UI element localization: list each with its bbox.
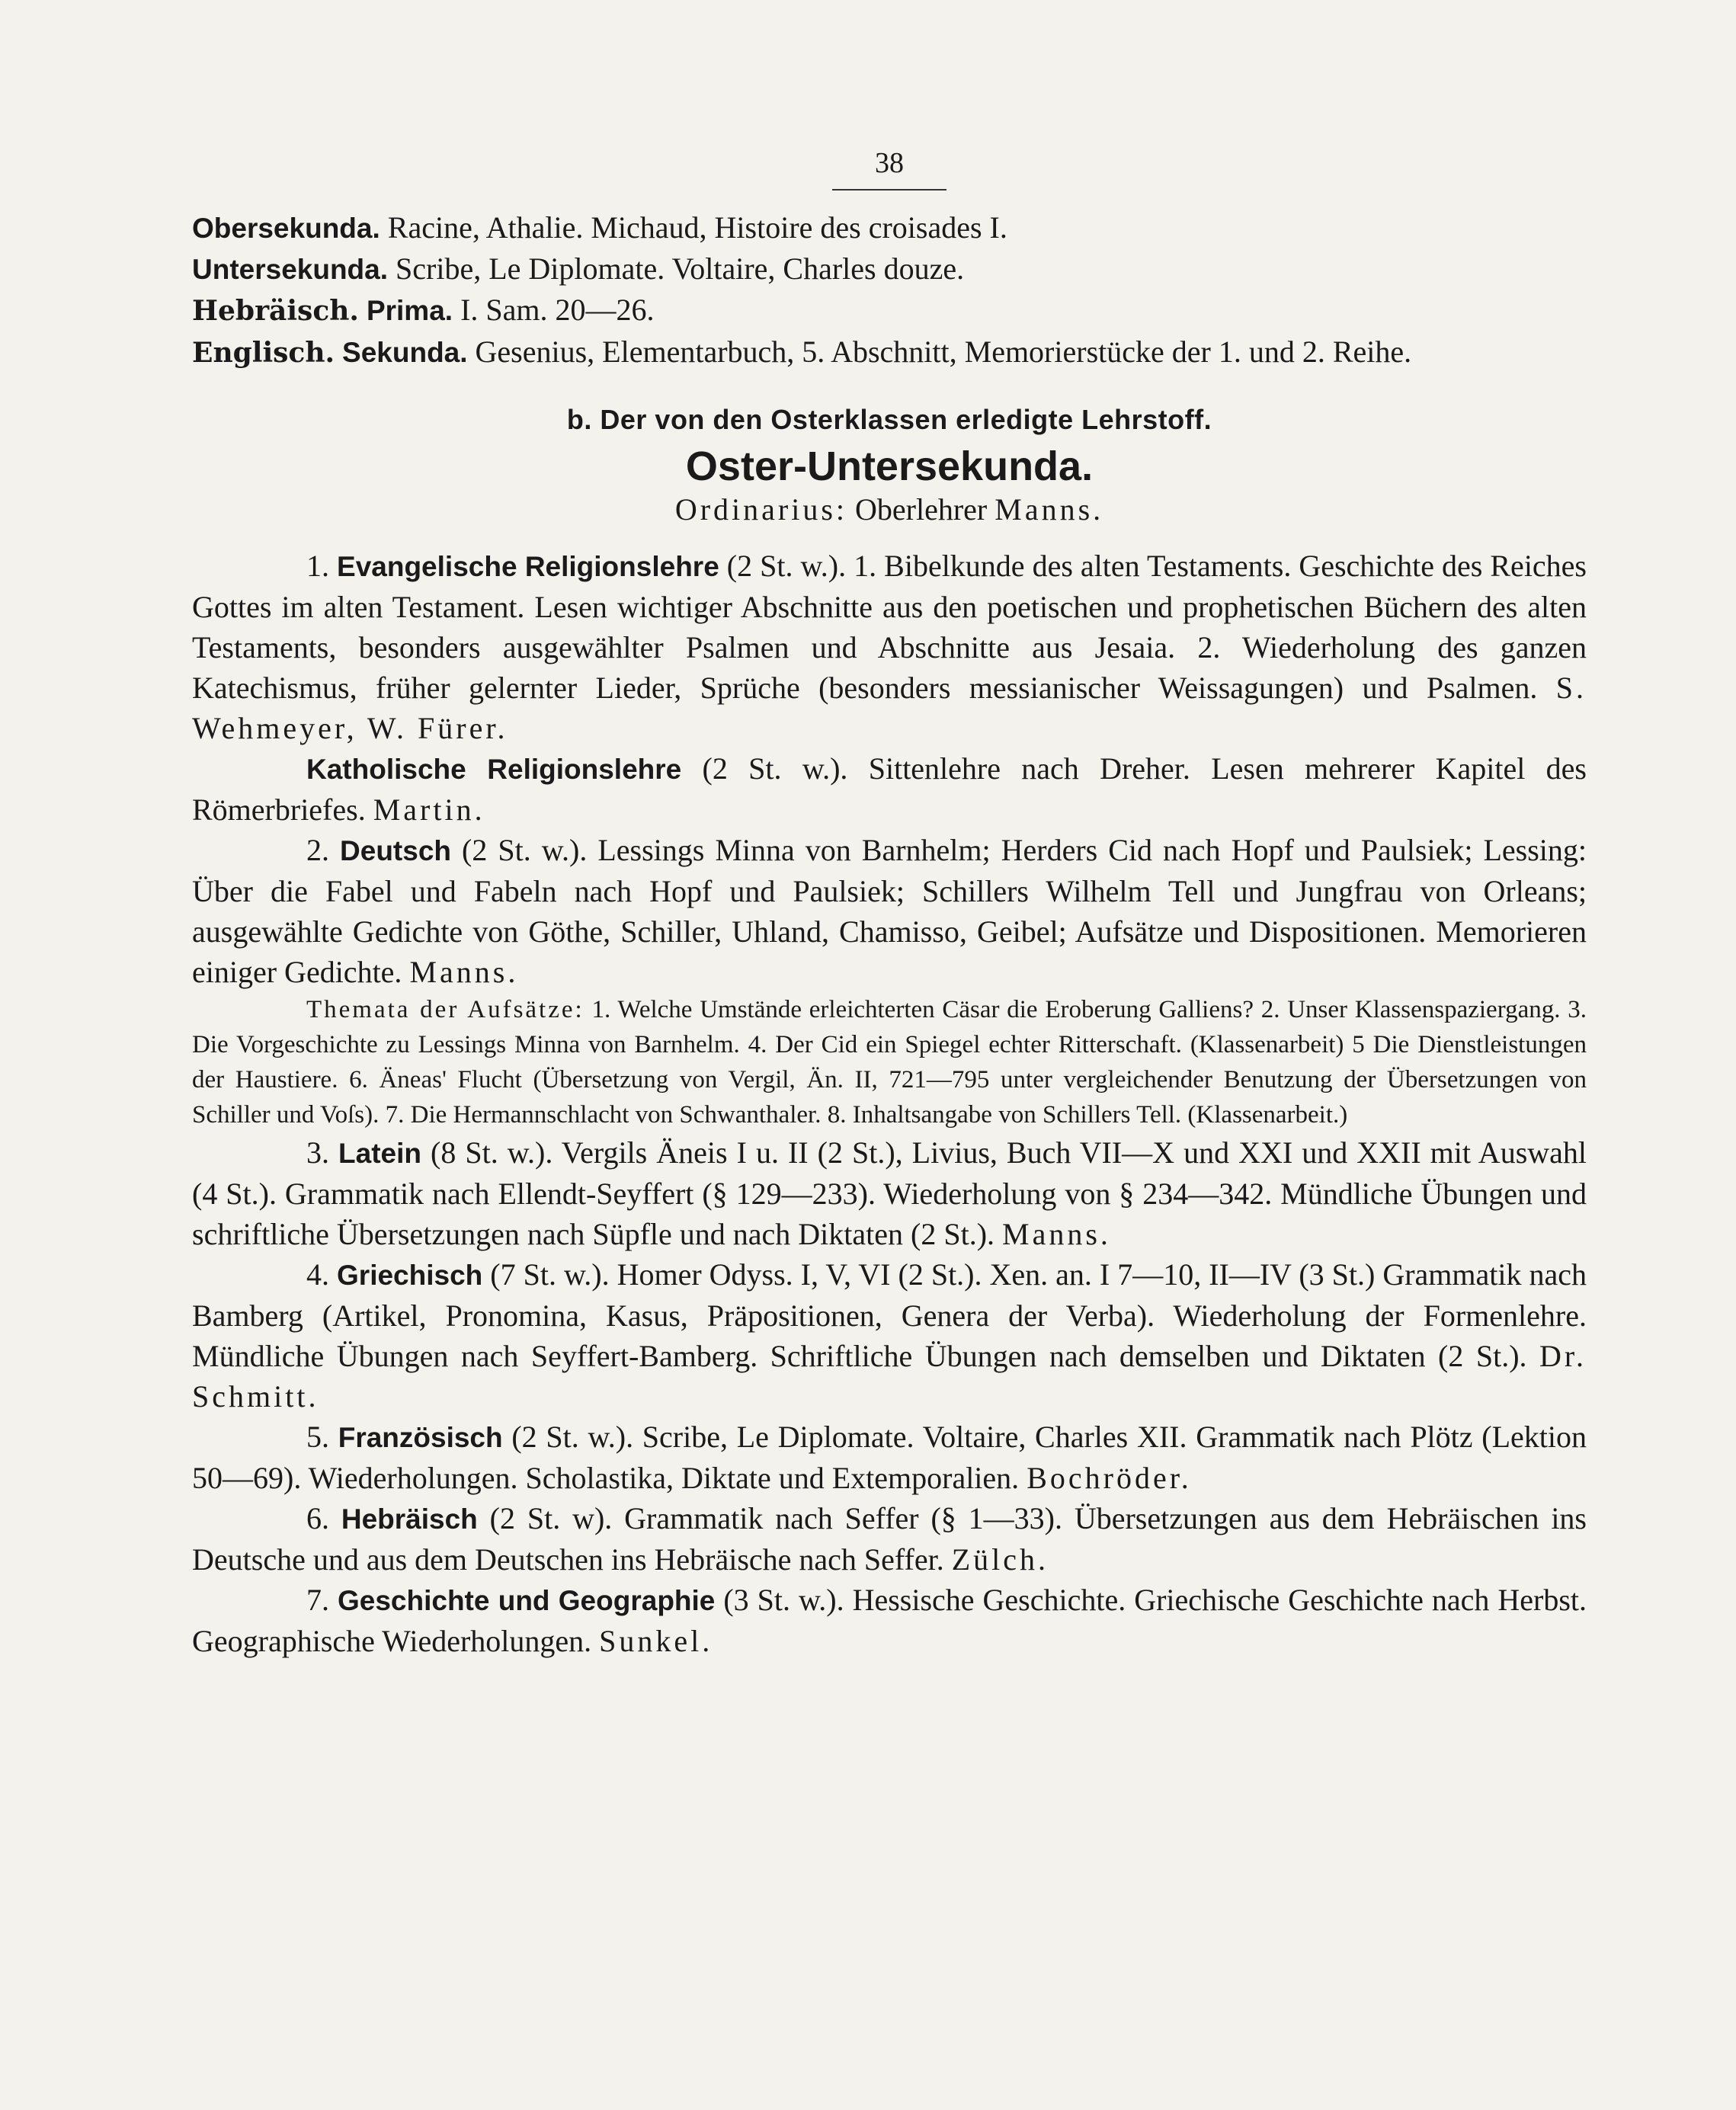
reading-text: Scribe, Le Diplomate. Voltaire, Charles douze. — [396, 251, 965, 286]
subject-text: (8 St. w.). Vergils Äneis I u. II (2 St.), Livius, Buch VII—X und XXI und XXII mit Auswahl (4 St.). Grammatik nach Ellendt-Seyffert (§ 129—233). Wiederholung von § 234—342. Mündliche Übungen und schriftliche Übersetzungen nach Süpfle und nach Diktaten (2 St.). — [192, 1135, 1587, 1251]
teacher-name: Dr. Schmitt. — [192, 1339, 1587, 1414]
subject-label: Hebräisch. — [192, 295, 359, 327]
subject-name: Deutsch — [340, 835, 451, 866]
reading-text: Racine, Athalie. Michaud, Histoire des croisades I. — [387, 210, 1007, 245]
reading-text: I. Sam. 20—26. — [460, 293, 655, 327]
prior-line-untersekunda — [192, 248, 1587, 290]
subject-latein — [192, 1132, 1587, 1254]
ordinarius-line — [192, 491, 1587, 529]
subject-geschichte-geographie — [192, 1580, 1587, 1661]
subject-text: (2 St. w.). Sittenlehre nach Dreher. Lesen mehrerer Kapitel des Römerbriefes. — [192, 751, 1587, 827]
class-label: Obersekunda. — [192, 213, 380, 244]
ordinarius-title: Oberlehrer — [855, 492, 988, 527]
class-title: Oster-Untersekunda. — [685, 443, 1094, 489]
subject-franzoesisch — [192, 1417, 1587, 1498]
subject-name: Evangelische Religionslehre — [337, 551, 719, 582]
subject-name: Katholische Religionslehre — [306, 754, 682, 785]
page-number: 38 — [875, 147, 904, 179]
teacher-name: Manns. — [1002, 1217, 1111, 1251]
page-number-rule — [832, 189, 946, 191]
subject-number: 5. — [306, 1420, 329, 1454]
subject-name: Französisch — [338, 1422, 503, 1453]
subject-name: Geschichte und Geographie — [337, 1585, 716, 1616]
teacher-name: Bochröder. — [1027, 1461, 1192, 1495]
subject-griechisch — [192, 1254, 1587, 1417]
ordinarius-label: Ordinarius: — [674, 492, 848, 527]
subject-number: 1. — [306, 549, 329, 583]
page-text — [192, 145, 1587, 1661]
class-label: Untersekunda. — [192, 254, 389, 285]
subject-evangelische-religion — [192, 546, 1587, 748]
subject-number: 7. — [306, 1583, 329, 1617]
essay-topics-label: Themata der Aufsätze: — [306, 996, 585, 1023]
subject-katholische-religion — [192, 748, 1587, 830]
subject-text: (2 St. w.). Scribe, Le Diplomate. Voltaire, Charles XII. Grammatik nach Plötz (Lektion 50—69). Wiederholungen. Scholastika, Diktate und Extemporalien. — [192, 1420, 1587, 1495]
teacher-name: Zülch. — [951, 1542, 1049, 1577]
subject-deutsch — [192, 830, 1587, 992]
prior-line-hebraeisch — [192, 290, 1587, 331]
prior-line-englisch — [192, 331, 1587, 373]
class-label: Prima. — [366, 295, 453, 326]
teacher-name: Martin. — [373, 792, 485, 827]
subject-text: (7 St. w.). Homer Odyss. I, V, VI (2 St.). Xen. an. I 7—10, II—IV (3 St.) Grammatik nach Bamberg (Artikel, Pronomina, Kasus, Präpositionen, Genera der Verba). Wiederholung der Formenlehre. Mündliche Übungen nach Seyffert-Bamberg. Schriftliche Übungen nach demselben und Diktaten (2 St.). — [192, 1257, 1587, 1373]
subject-text: (2 St. w.). 1. Bibelkunde des alten Testaments. Geschichte des Reiches Gottes im alten Testament. Lesen wichtiger Abschnitte aus den poetischen und prophetischen Büchern des alten Testaments, besonders ausgewählter Psalmen und Abschnitte aus Jesaia. 2. Wiederholung des ganzen Katechismus, früher gelernter Lieder, Sprüche (besonders messianischer Weissagungen) und Psalmen. — [192, 549, 1587, 705]
subject-number: 4. — [306, 1257, 329, 1292]
subject-text: (2 St. w.). Lessings Minna von Barnhelm; Herders Cid nach Hopf und Paulsiek; Lessing: Über die Fabel und Fabeln nach Hopf und Paulsiek; Schillers Wilhelm Tell und Jungfrau von Orleans; ausgewählte Gedichte von Göthe, Schiller, Uhland, Chamisso, Geibel; Aufsätze und Dispositionen. Memorieren einiger Gedichte. — [192, 833, 1587, 989]
essay-topics — [192, 992, 1587, 1132]
section-heading: b. Der von den Osterklassen erledigte Lehrstoff. — [566, 404, 1212, 435]
class-label: Sekunda. — [342, 337, 468, 368]
subject-name: Latein — [338, 1138, 421, 1169]
teacher-name: Sunkel. — [599, 1624, 713, 1658]
subject-number: 3. — [306, 1135, 329, 1170]
ordinarius-name: Manns. — [995, 492, 1104, 527]
reading-text: Gesenius, Elementarbuch, 5. Abschnitt, Memorierstücke der 1. und 2. Reihe. — [475, 335, 1412, 369]
subject-text: (2 St. w). Grammatik nach Seffer (§ 1—33). Übersetzungen aus dem Hebräischen ins Deutsche und aus dem Deutschen ins Hebräische nach Seffer. — [192, 1501, 1587, 1577]
subject-number: 6. — [306, 1501, 329, 1535]
prior-line-obersekunda — [192, 207, 1587, 248]
subject-hebraeisch — [192, 1498, 1587, 1580]
subject-text: (3 St. w.). Hessische Geschichte. Griechische Geschichte nach Herbst. Geographische Wiederholungen. — [192, 1583, 1587, 1658]
essay-topics-text: 1. Welche Umstände erleichterten Cäsar die Eroberung Galliens? 2. Unser Klassenspaziergang. 3. Die Vorgeschichte zu Lessings Minna von Barnhelm. 4. Der Cid ein Spiegel echter Ritterschaft. (Klassenarbeit) 5 Die Dienstleistungen der Haustiere. 6. Äneas' Flucht (Übersetzung von Vergil, Än. II, 721—795 unter vergleichender Benutzung der Übersetzungen von Schiller und Voſs). 7. Die Hermannschlacht von Schwanthaler. 8. Inhaltsangabe von Schillers Tell. (Klassenarbeit.) — [192, 996, 1587, 1129]
subject-label: Englisch. — [192, 337, 335, 369]
subject-name: Griechisch — [337, 1260, 483, 1291]
teacher-name: S. Wehmeyer, W. Fürer. — [192, 671, 1587, 745]
subject-name: Hebräisch — [341, 1503, 478, 1535]
subject-number: 2. — [306, 833, 329, 867]
teacher-name: Manns. — [409, 955, 519, 989]
